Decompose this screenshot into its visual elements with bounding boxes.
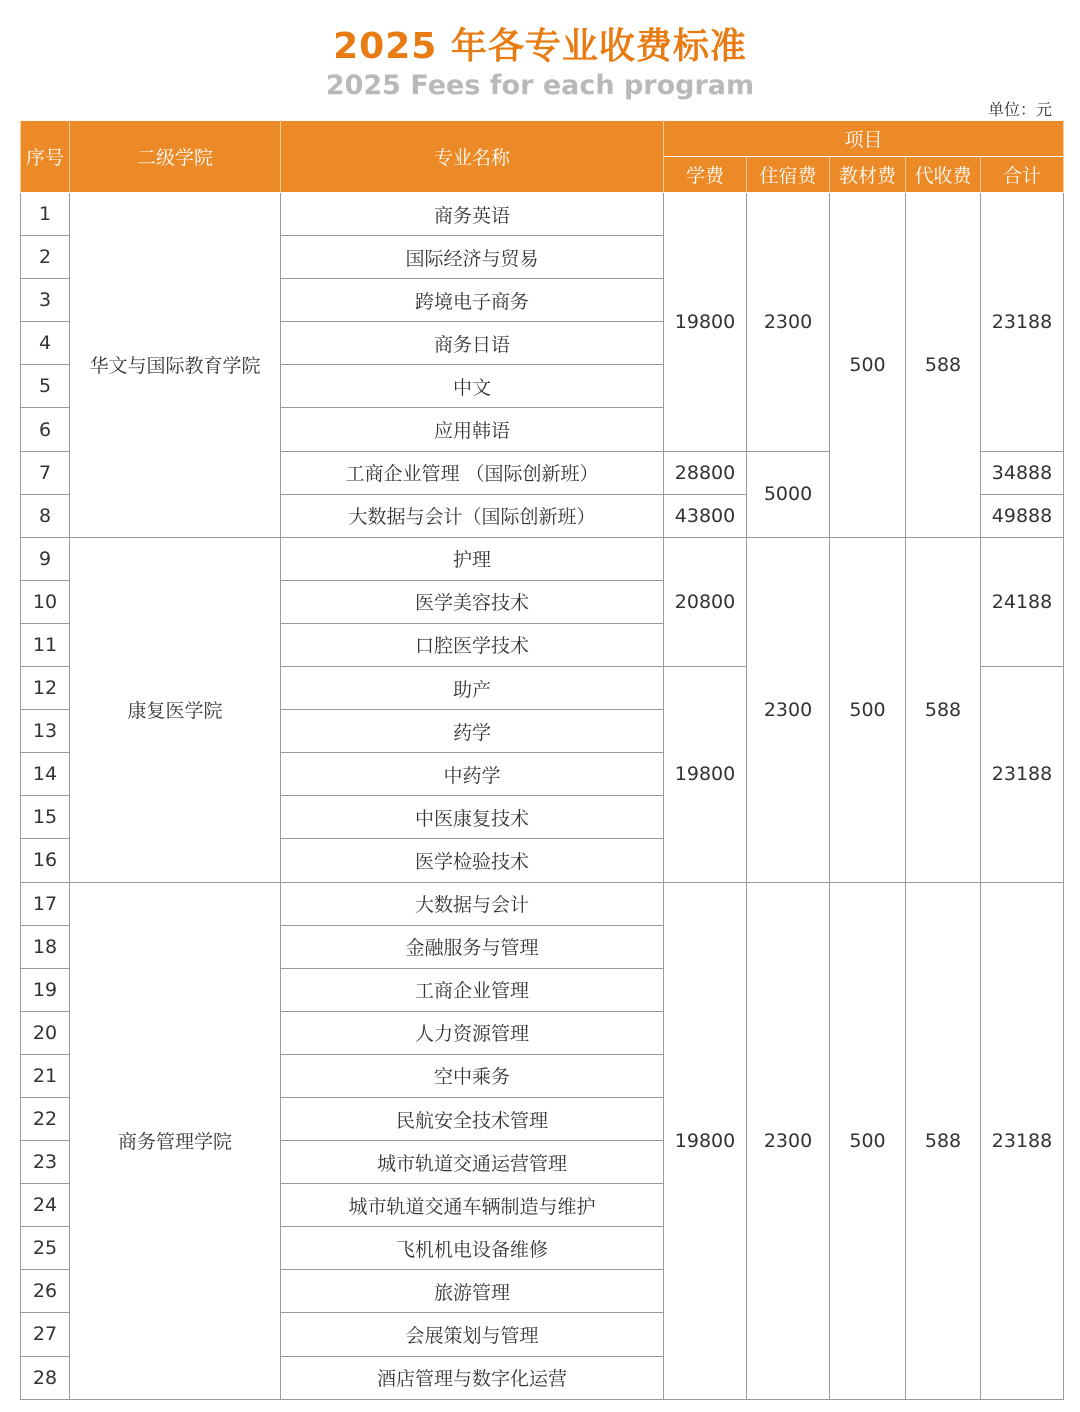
- major-cell: 医学美容技术: [281, 580, 664, 623]
- seq-cell: 9: [21, 537, 70, 580]
- major-cell: 中药学: [281, 753, 664, 796]
- unit-label: 单位：元: [987, 100, 1052, 119]
- seq-cell: 4: [21, 322, 70, 365]
- major-cell: 中医康复技术: [281, 796, 664, 839]
- seq-cell: 7: [21, 451, 70, 494]
- collect-cell: 588: [906, 882, 981, 1399]
- seq-cell: 21: [21, 1054, 70, 1097]
- major-cell: 城市轨道交通运营管理: [281, 1141, 664, 1184]
- major-cell: 护理: [281, 537, 664, 580]
- dorm-cell: 5000: [747, 451, 830, 537]
- seq-cell: 8: [21, 494, 70, 537]
- seq-cell: 19: [21, 968, 70, 1011]
- major-cell: 应用韩语: [281, 408, 664, 451]
- fees-table: [20, 120, 1064, 1400]
- tuition-cell: 43800: [664, 494, 747, 537]
- total-cell: 34888: [981, 451, 1064, 494]
- tuition-cell: 19800: [664, 882, 747, 1399]
- table-row: [21, 882, 1064, 925]
- seq-cell: 11: [21, 623, 70, 666]
- major-cell: 民航安全技术管理: [281, 1097, 664, 1140]
- college-cell: 商务管理学院: [70, 882, 281, 1399]
- seq-cell: 14: [21, 753, 70, 796]
- major-cell: 人力资源管理: [281, 1011, 664, 1054]
- major-cell: 药学: [281, 710, 664, 753]
- seq-cell: 28: [21, 1356, 70, 1399]
- major-cell: 商务英语: [281, 193, 664, 236]
- seq-cell: 1: [21, 193, 70, 236]
- tuition-cell: 20800: [664, 537, 747, 666]
- seq-cell: 16: [21, 839, 70, 882]
- header-total: 合计: [981, 157, 1064, 193]
- major-cell: 旅游管理: [281, 1270, 664, 1313]
- major-cell: 空中乘务: [281, 1054, 664, 1097]
- total-cell: 23188: [981, 667, 1064, 882]
- seq-cell: 6: [21, 408, 70, 451]
- seq-cell: 22: [21, 1097, 70, 1140]
- major-cell: 中文: [281, 365, 664, 408]
- major-cell: 跨境电子商务: [281, 279, 664, 322]
- seq-cell: 25: [21, 1227, 70, 1270]
- tuition-cell: 19800: [664, 667, 747, 882]
- total-cell: 23188: [981, 193, 1064, 452]
- seq-cell: 13: [21, 710, 70, 753]
- header-dorm: 住宿费: [747, 157, 830, 193]
- major-cell: 口腔医学技术: [281, 623, 664, 666]
- major-cell: 大数据与会计（国际创新班）: [281, 494, 664, 537]
- seq-cell: 18: [21, 925, 70, 968]
- books-cell: 500: [830, 193, 906, 538]
- header-tuition: 学费: [664, 157, 747, 193]
- page-title: 2025 年各专业收费标准: [333, 26, 747, 67]
- college-cell: 华文与国际教育学院: [70, 193, 281, 538]
- header-major: 专业名称: [281, 121, 664, 193]
- seq-cell: 3: [21, 279, 70, 322]
- header-collect: 代收费: [906, 157, 981, 193]
- tuition-cell: 28800: [664, 451, 747, 494]
- major-cell: 医学检验技术: [281, 839, 664, 882]
- header-books: 教材费: [830, 157, 906, 193]
- college-cell: 康复医学院: [70, 537, 281, 882]
- seq-cell: 5: [21, 365, 70, 408]
- seq-cell: 10: [21, 580, 70, 623]
- total-cell: 49888: [981, 494, 1064, 537]
- seq-cell: 24: [21, 1184, 70, 1227]
- total-cell: 24188: [981, 537, 1064, 666]
- dorm-cell: 2300: [747, 193, 830, 452]
- seq-cell: 27: [21, 1313, 70, 1356]
- page-subtitle: 2025 Fees for each program: [325, 70, 755, 101]
- major-cell: 商务日语: [281, 322, 664, 365]
- seq-cell: 23: [21, 1141, 70, 1184]
- header-college: 二级学院: [70, 121, 281, 193]
- table-row: [21, 537, 1064, 580]
- major-cell: 国际经济与贸易: [281, 236, 664, 279]
- seq-cell: 26: [21, 1270, 70, 1313]
- header-items: 项目: [664, 121, 1064, 157]
- table-row: [21, 193, 1064, 236]
- dorm-cell: 2300: [747, 537, 830, 882]
- major-cell: 助产: [281, 667, 664, 710]
- major-cell: 大数据与会计: [281, 882, 664, 925]
- major-cell: 会展策划与管理: [281, 1313, 664, 1356]
- major-cell: 飞机机电设备维修: [281, 1227, 664, 1270]
- major-cell: 城市轨道交通车辆制造与维护: [281, 1184, 664, 1227]
- total-cell: 23188: [981, 882, 1064, 1399]
- seq-cell: 20: [21, 1011, 70, 1054]
- seq-cell: 15: [21, 796, 70, 839]
- seq-cell: 12: [21, 667, 70, 710]
- header-seq: 序号: [21, 121, 70, 193]
- collect-cell: 588: [906, 193, 981, 538]
- collect-cell: 588: [906, 537, 981, 882]
- dorm-cell: 2300: [747, 882, 830, 1399]
- seq-cell: 17: [21, 882, 70, 925]
- tuition-cell: 19800: [664, 193, 747, 452]
- books-cell: 500: [830, 882, 906, 1399]
- seq-cell: 2: [21, 236, 70, 279]
- major-cell: 金融服务与管理: [281, 925, 664, 968]
- major-cell: 工商企业管理 （国际创新班）: [281, 451, 664, 494]
- major-cell: 酒店管理与数字化运营: [281, 1356, 664, 1399]
- major-cell: 工商企业管理: [281, 968, 664, 1011]
- books-cell: 500: [830, 537, 906, 882]
